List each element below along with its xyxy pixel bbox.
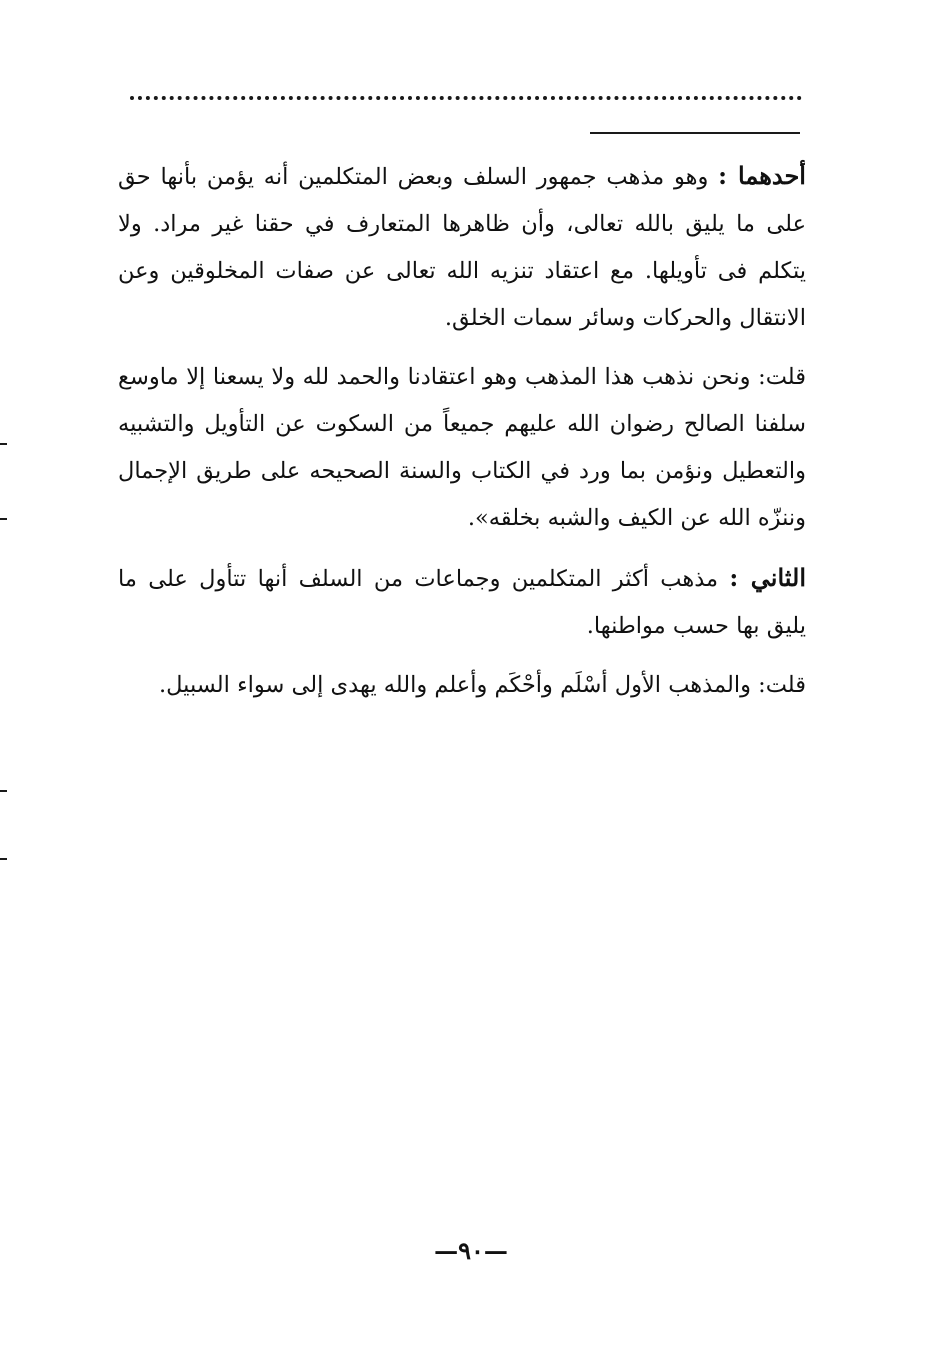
- margin-tick: [0, 443, 7, 445]
- paragraph-author-comment: [118, 354, 806, 542]
- margin-tick: [0, 790, 7, 792]
- margin-tick: [0, 518, 7, 520]
- paragraph-text: وهو مذهب جمهور السلف وبعض المتكلمين أنه يؤمن بأنها حق على ما يليق بالله تعالى، وأن ظاهرها المتعارف في حقنا غير مراد. ولا يتكلم فى تأويلها. مع اعتقاد تنزيه الله تعالى عن صفات المخلوقين وعن الانتقال والحركات وسائر سمات الخلق.: [118, 164, 806, 331]
- page-number: —٩٠—: [434, 1236, 508, 1265]
- paragraph-second-view: [118, 554, 806, 650]
- paragraph-first-view: [118, 152, 806, 342]
- dotted-separator: [130, 96, 802, 100]
- solid-separator: [590, 132, 800, 134]
- body-text: [118, 152, 806, 721]
- paragraph-text: مذهب أكثر المتكلمين وجماعات من السلف أنها تتأول على ما يليق بها حسب مواطنها.: [118, 566, 806, 639]
- term-first: أحدهما :: [718, 161, 806, 190]
- paragraph-conclusion: [118, 662, 806, 709]
- paragraph-text: قلت: ونحن نذهب هذا المذهب وهو اعتقادنا والحمد لله ولا يسعنا إلا ماوسع سلفنا الصالح رضوان الله عليهم جميعاً من السكوت عن التأويل والتشبيه والتعطيل ونؤمن بما ورد في الكتاب والسنة الصحيحه على طريق الإجمال وننزّه الله عن الكيف والشبه بخلقه».: [118, 364, 806, 531]
- term-second: الثاني :: [729, 563, 806, 592]
- margin-tick: [0, 858, 7, 860]
- paragraph-text: قلت: والمذهب الأول أسْلَم وأحْكَم وأعلم والله يهدى إلى سواء السبيل.: [158, 672, 806, 698]
